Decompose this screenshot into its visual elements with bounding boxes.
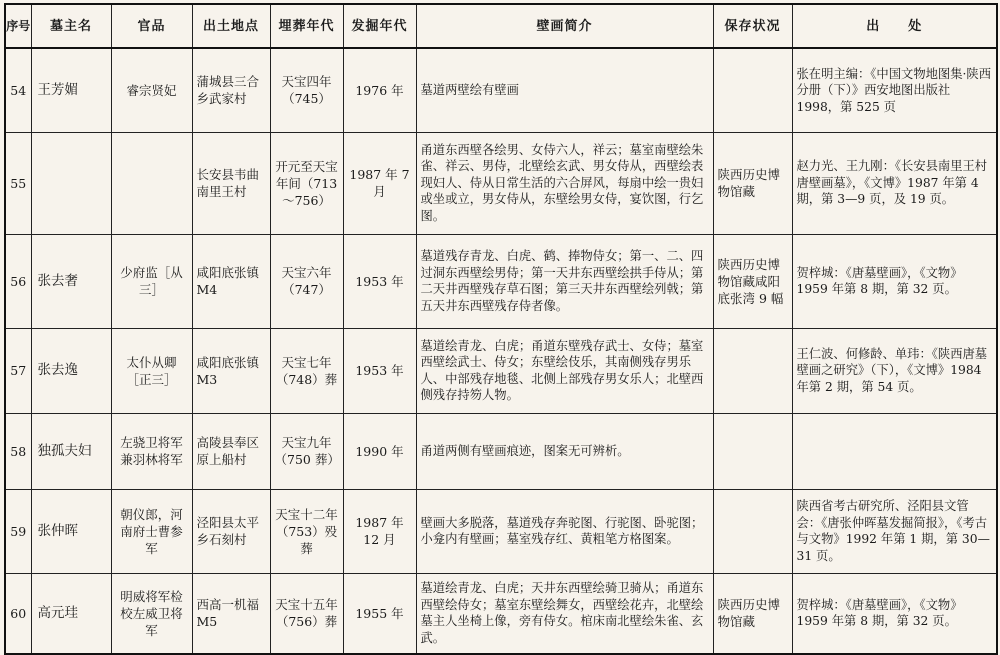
header-name: 墓主名: [31, 4, 111, 48]
cell-source: 王仁波、何修龄、单玮：《陕西唐墓壁画之研究》（下），《文博》1984 年第 2 期，第 54 页。: [792, 328, 997, 413]
header-location: 出土地点: [192, 4, 270, 48]
cell-location: 蒲城县三合乡武家村: [192, 48, 270, 132]
cell-name: 独孤夫妇: [31, 413, 111, 489]
table-row: [5, 573, 997, 654]
cell-condition: [713, 48, 792, 132]
cell-rank: 明威将军检校左威卫将军: [111, 573, 192, 654]
cell-no: 54: [5, 48, 31, 132]
table-header: [5, 4, 997, 48]
cell-location: 长安县韦曲南里王村: [192, 132, 270, 234]
header-source: 出 处: [792, 4, 997, 48]
cell-source: 张在明主编：《中国文物地图集·陕西分册（下）》西安地图出版社 1998，第 525 页: [792, 48, 997, 132]
cell-condition: 陕西历史博物馆藏: [713, 132, 792, 234]
table-row: [5, 413, 997, 489]
cell-rank: 少府监［从三］: [111, 234, 192, 328]
cell-condition: [713, 413, 792, 489]
table-row: [5, 48, 997, 132]
cell-mural: 墓道两壁绘有壁画: [416, 48, 713, 132]
cell-no: 57: [5, 328, 31, 413]
table-row: [5, 489, 997, 573]
cell-condition: [713, 328, 792, 413]
cell-burial: 天宝十五年（756）葬: [270, 573, 343, 654]
cell-name: 张去奢: [31, 234, 111, 328]
cell-no: 55: [5, 132, 31, 234]
header-no: 序号: [5, 4, 31, 48]
cell-excavated: 1955 年: [343, 573, 416, 654]
cell-no: 58: [5, 413, 31, 489]
cell-no: 60: [5, 573, 31, 654]
cell-excavated: 1987 年 12 月: [343, 489, 416, 573]
cell-rank: 左骁卫将军兼羽林将军: [111, 413, 192, 489]
tomb-mural-table: [4, 3, 998, 655]
cell-excavated: 1953 年: [343, 234, 416, 328]
cell-location: 咸阳底张镇 M3: [192, 328, 270, 413]
cell-mural: 墓道绘青龙、白虎；甬道东壁残存武士、女侍；墓室西壁绘武士、侍女；东壁绘伎乐，其南侧残存男乐人、中部残存地毯、北侧上部残存男女乐人；北壁西侧残存持笏人物。: [416, 328, 713, 413]
cell-mural: 壁画大多脱落，墓道残存奔驼图、行驼图、卧驼图；小龛内有壁画；墓室残存红、黄粗笔方格图案。: [416, 489, 713, 573]
cell-name: 张去逸: [31, 328, 111, 413]
cell-condition: [713, 489, 792, 573]
cell-burial: 天宝九年（750 葬）: [270, 413, 343, 489]
header-row: [5, 4, 997, 48]
cell-source: 贺梓城：《唐墓壁画》，《文物》1959 年第 8 期，第 32 页。: [792, 234, 997, 328]
cell-no: 59: [5, 489, 31, 573]
cell-name: 王芳媚: [31, 48, 111, 132]
cell-excavated: 1953 年: [343, 328, 416, 413]
cell-no: 56: [5, 234, 31, 328]
header-rank: 官品: [111, 4, 192, 48]
cell-name: 张仲晖: [31, 489, 111, 573]
table-container: [4, 3, 996, 649]
header-excavated: 发掘年代: [343, 4, 416, 48]
cell-mural: 甬道两侧有壁画痕迹，图案无可辨析。: [416, 413, 713, 489]
cell-location: 高陵县奉区原上船村: [192, 413, 270, 489]
cell-excavated: 1987 年 7 月: [343, 132, 416, 234]
cell-source: 赵力光、王九刚：《长安县南里王村唐壁画墓》，《文博》1987 年第 4 期，第 3—9 页，及 19 页。: [792, 132, 997, 234]
cell-source: [792, 413, 997, 489]
table-row: [5, 132, 997, 234]
cell-location: 咸阳底张镇 M4: [192, 234, 270, 328]
cell-burial: 天宝六年（747）: [270, 234, 343, 328]
cell-burial: 天宝十二年（753）殁葬: [270, 489, 343, 573]
cell-name: [31, 132, 111, 234]
cell-rank: 朝仪郎，河南府士曹参军: [111, 489, 192, 573]
cell-name: 高元珪: [31, 573, 111, 654]
cell-mural: 墓道残存青龙、白虎、鹤、捧物侍女；第一、二、四过洞东西壁绘男侍；第一天井东西壁绘拱手侍从；第二天井西壁残存草石图；第三天井东西壁绘列戟；第五天井东西壁残存侍者像。: [416, 234, 713, 328]
table-body: [5, 48, 997, 654]
cell-burial: 开元至天宝年间（713～756）: [270, 132, 343, 234]
cell-mural: 甬道东西壁各绘男、女侍六人，祥云；墓室南壁绘朱雀、祥云、男侍，北壁绘玄武、男女侍从，西壁绘表现妇人、侍从日常生活的六合屏风，每扇中绘一贵妇或坐或立，男女侍从，东壁绘男女侍，宴饮图，行乞图。: [416, 132, 713, 234]
cell-excavated: 1976 年: [343, 48, 416, 132]
cell-rank: 睿宗贤妃: [111, 48, 192, 132]
cell-excavated: 1990 年: [343, 413, 416, 489]
cell-rank: 太仆从卿［正三］: [111, 328, 192, 413]
cell-burial: 天宝七年（748）葬: [270, 328, 343, 413]
cell-location: 泾阳县太平乡石刻村: [192, 489, 270, 573]
cell-rank: [111, 132, 192, 234]
cell-burial: 天宝四年（745）: [270, 48, 343, 132]
cell-source: 贺梓城：《唐墓壁画》，《文物》1959 年第 8 期，第 32 页。: [792, 573, 997, 654]
cell-source: 陕西省考古研究所、泾阳县文管会：《唐张仲晖墓发掘简报》，《考古与文物》1992 年第 1 期，第 30—31 页。: [792, 489, 997, 573]
cell-condition: 陕西历史博物馆藏: [713, 573, 792, 654]
header-condition: 保存状况: [713, 4, 792, 48]
header-mural: 壁画简介: [416, 4, 713, 48]
table-row: [5, 234, 997, 328]
table-row: [5, 328, 997, 413]
cell-mural: 墓道绘青龙、白虎；天井东西壁绘骑卫骑从；甬道东西壁绘侍女；墓室东壁绘舞女，西壁绘花卉，北壁绘墓主人坐椅上像，旁有侍女。棺床南北壁绘朱雀、玄武。: [416, 573, 713, 654]
cell-condition: 陕西历史博物馆藏咸阳底张湾 9 幅: [713, 234, 792, 328]
cell-location: 西高一机福 M5: [192, 573, 270, 654]
header-burial: 埋葬年代: [270, 4, 343, 48]
